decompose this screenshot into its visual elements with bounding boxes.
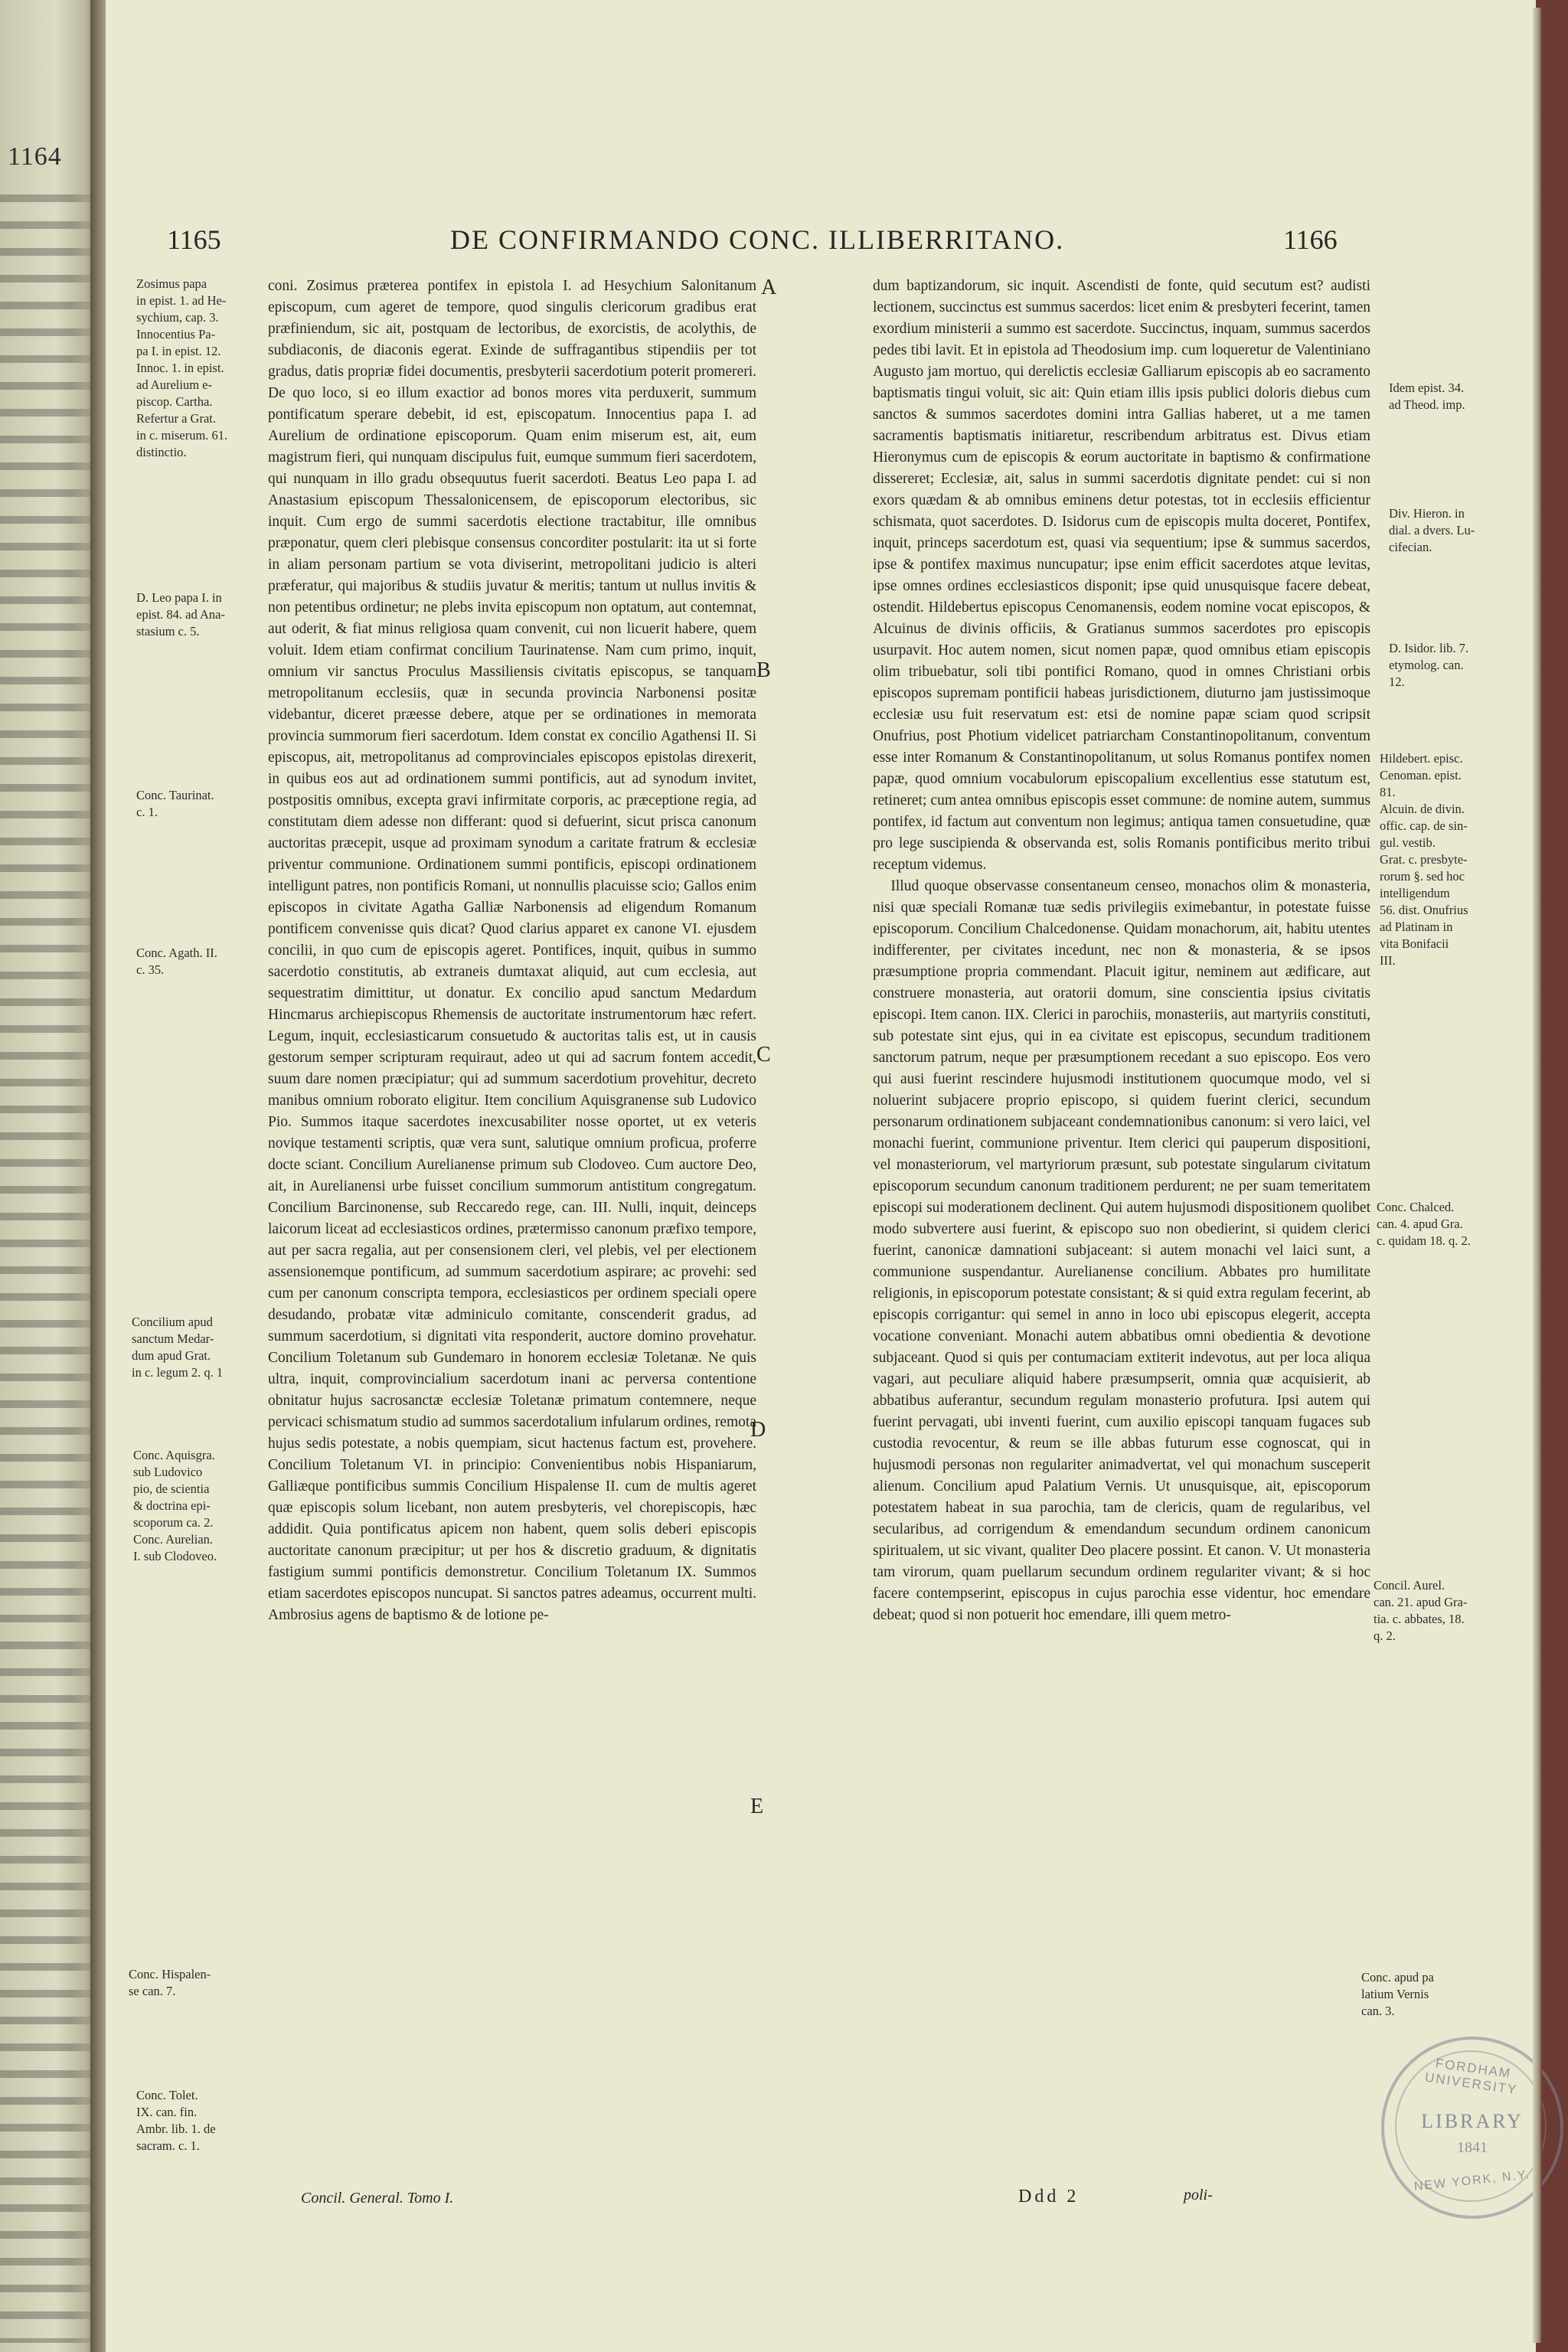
margin-note: Concilium apud sanctum Medar- dum apud Grat. in c. legum 2. q. 1 [132, 1315, 224, 1380]
section-letter-e: E [750, 1795, 764, 1818]
margin-note: Conc. Tolet. IX. can. fin. Ambr. lib. 1. de sacram. c. 1. [136, 2088, 216, 2153]
running-head [167, 224, 1484, 263]
section-letter-c: C [756, 1043, 771, 1067]
margin-note: Conc. Hispalen- se can. 7. [129, 1967, 211, 1998]
previous-page-text-edge [0, 184, 101, 2343]
margin-note: Conc. Taurinat. c. 1. [136, 788, 214, 819]
margin-note: D. Leo papa I. in epist. 84. ad Ana- stasium c. 5. [136, 590, 225, 639]
section-letter-d: D [750, 1418, 766, 1442]
stamp-bottom-text: NEW YORK, N.Y. [1413, 2168, 1531, 2194]
previous-page-number: 1164 [8, 142, 62, 171]
text-column-left [268, 276, 756, 1626]
margin-note: Zosimus papa in epist. 1. ad He- sychium, cap. 3. Innocentius Pa- pa I. in epist. 12. Innoc. 1. in epist. ad Aurelium e- piscop. Cartha. Refertur a Grat. in c. miserum. 61. distinctio. [136, 276, 228, 459]
section-letter-a: A [761, 276, 777, 299]
margin-note: D. Isidor. lib. 7. etymolog. can. 12. [1389, 641, 1469, 689]
library-stamp [1381, 2037, 1563, 2219]
paragraph: dum baptizandorum, sic inquit. Ascendisti de fonte, quid secutum est? audisti lectionem, succinctus est summus sacerdos: licet enim & presbyteri fecerint, tamen exordium ministerii a summo est sacerdote. Succinctus, inquam, summus sacerdos pedes tibi lavit. Et in epistola ad Theodosium imp. cum loqueretur de Valentiniano Augusto jam mortuo, qui derelictis ecclesiæ Galliarum episcopis ab eo sacramento baptismatis tingui voluit, sic ait: Quin etiam illis ipsis publici doloris diebus cum sanctos & summos sacerdotes domini intra Gallias haberet, ut a me tamen sacramentis baptismatis initiaretur, rescribendum arbitratus est. Divus etiam Hieronymus cum de episcopis & eorum auctoritate in baptismo & confirmatione dissereret; Ecclesiæ, ait, salus in summi sacerdotis dignitate pendet: cui si non exors quædam & ab omnibus eminens detur potestas, tot in ecclesiis efficientur schismata, quot sacerdotes. D. Isidorus cum de episcopis multa doceret, Pontifex, inquit, princeps sacerdotum est, quasi via sequentium; ipse & summus sacerdos, ipse & pontifex maximus nuncupatur; ipse enim efficit sacerdotes atque levitas, ipse omnes ordines ecclesiasticos disponit; ipse quid unusquisque facere debeat, ostendit. Hildebertus episcopus Cenomanensis, eodem nomine vocat episcopos, & Alcuinus de divinis officiis, & Gratianus summos sacerdotes pro episcopis usurpavit. Hoc autem nomen, sicut nomen papæ, quod omnibus etiam episcopis olim tribuebatur, soli tibi pontifici Romano, quod in omnes Christiani orbis episcopos supremam pontificii habeas jurisdictionem, diuturno jam justissimoque ecclesiæ usu fuit reservatum est: etsi de nomine papæ sciam quod scripsit Onufrius, post Photium videlicet patriarcham Constantinopolitanum, conventum esse inter Romanum & Constantinopolitanum, ut solus Romanus pontifex nomen papæ, quod omnium vocabulorum episcopalium excellentius esse statutum est, retineret; cum antea omnibus episcopis esset commune: de nomine autem, summus pontifex, id factum aut conventum non legimus; antiqua tamen consuetudine, quæ pro lege suscipienda & observanda est, solis Romanis pontificibus merito tribui receptum videmus. [873, 278, 1370, 873]
page [106, 0, 1536, 2352]
paragraph: Illud quoque observasse consentaneum censeo, monachos olim & monasteria, nisi quæ speciali Romanæ tuæ sedis privilegiis eximebantur, in potestate fuisse episcoporum. Concilium Chalcedonense. Quidam monachorum, ait, habitu utentes indifferenter, per civitates incedunt, nec non & monasteria, & se ipsos præsumptione propria commendant. Placuit igitur, neminem aut ædificare, aut construere monasteria, aut oratorii domum, sine conscientia ipsius civitatis episcopi. Item canon. IIX. Clerici in parochiis, monasteriis, aut martyriis constituti, sub potestate sint ejus, qui in ea civitate est episcopus, secundum traditionem sanctorum patrum, neque per præsumptionem recedant a suo episcopo. Eos vero qui ausi fuerint rescindere hujusmodi institutionem quocumque modo, vel si noluerint subjacere proprio episcopo, si quidem fuerint clerici, secundum personarum ordinationem subjaceant condemnationibus canonum: si vero laici, vel monachi fuerint, communione priventur. Item clerici qui pauperum dispositioni, vel monasteriorum, vel martyriorum præsunt, sub potestate singularum civitatum episcoporum secundum canonum traditionem perdurent; ne per suam temeritatem episcopi sui moderationem declinent. Qui autem hujusmodi dispositionem quolibet modo subvertere ausi fuerint, & episcopo suo non obedierint, si quidem clerici fuerint, canonicæ damnationi subjaceant: si autem monachi vel laici sunt, a communione suspendantur. Aurelianense concilium. Abbates pro humilitate religionis, in episcoporum potestate consistant; & si quid extra regulam fecerint, ab episcopis corrigantur: qui semel in anno in loco ubi episcopus elegerit, accepta vocatione conveniant. Monachi autem abbatibus omni obedientia & devotione subjaceant. Quod si quis per contumaciam extiterit indevotus, aut per loca aliqua vagari, aut peculiare aliquid habere præsumpserit, omnia quæ acquisierit, ab abbatibus auferantur, secundum regulam monasterio profutura. Ipsi autem qui fuerint pervagati, ubi inventi fuerint, cum auxilio episcopi tanquam fugaces sub custodia revocentur, & reum se ille abbas futurum esse cognoscat, qui in hujusmodi personas non regulariter animadvertat, vel qui monachum susceperit alienum. Concilium apud Palatium Vernis. Ut unusquisque, ait, episcoporum potestatem habeat in sua parochia, tam de clericis, quam de regularibus, vel secularibus, ad corrigendum & emendandum secundum ordinem canonicum spiritualem, ut sic vivant, qualiter Deo placere possint. Et canon. V. Ut monasteria tam virorum, quam puellarum secundum ordinem regulariter vivant; & si hoc facere contempserint, episcopus in cujus parochia esse videntur, hoc emendare debeat; quod si non potuerit hoc emendare, illi quem metro- [873, 878, 1370, 1623]
section-letter-b: B [756, 658, 771, 682]
footer-volume-title: Concil. General. Tomo I. [301, 2190, 454, 2207]
catchword: poli- [1184, 2187, 1213, 2203]
stamp-center-text: LIBRARY [1421, 2110, 1524, 2132]
margin-note: Concil. Aurel. can. 21. apud Gra- tia. c. abbates, 18. q. 2. [1374, 1578, 1468, 1643]
margin-note: Idem epist. 34. ad Theod. imp. [1389, 381, 1465, 412]
margin-note: Conc. Agath. II. c. 35. [136, 946, 217, 977]
signature-mark: Ddd 2 [1018, 2187, 1080, 2207]
stamp-top-text: FORDHAM UNIVERSITY [1423, 2056, 1519, 2098]
previous-page-edge [0, 0, 101, 2352]
running-title: DE CONFIRMANDO CONC. ILLIBERRITANO. [450, 224, 1065, 255]
page-number-left: 1165 [167, 224, 221, 255]
margin-note: Hildebert. episc. Cenoman. epist. 81. Alcuin. de divin. offic. cap. de sin- gul. vestib. Grat. c. presbyte- rorum §. sed hoc intelligendum 56. dist. Onufrius ad Platinam in vita Bonifacii III. [1380, 751, 1468, 968]
margin-note: Conc. Aquisgra. sub Ludovico pio, de scientia & doctrina epi- scoporum ca. 2. Conc. Aurelian. I. sub Clodoveo. [133, 1448, 217, 1563]
text-column-right [873, 276, 1370, 1626]
page-number-right: 1166 [1283, 224, 1338, 255]
margin-note: Conc. apud pa latium Vernis can. 3. [1361, 1970, 1434, 2018]
margin-note: Div. Hieron. in dial. a dvers. Lu- cifecian. [1389, 506, 1475, 554]
margin-note: Conc. Chalced. can. 4. apud Gra. c. quidam 18. q. 2. [1377, 1200, 1471, 1248]
stamp-year: 1841 [1457, 2139, 1488, 2156]
paragraph: coni. Zosimus præterea pontifex in epistola I. ad Hesychium Salonitanum episcopum, cum ageret de tempore, quod singulis clericorum gradibus erat præfiniendum, sic ait, postquam de lectoribus, de exorcistis, de acolythis, de subdiaconis, de diaconis egerat. Exinde de suffragantibus stipendiis per tot gradus, datis propriæ fidei documentis, presbyterii sacerdotium poterit promereri. De quo loco, si eo illum exactior ad bonos mores vita perduxerit, summum pontificatum sperare debebit, id est, episcopatum. Innocentius papa I. ad Aurelium de ordinatione episcoporum. Quam enim miserum est, ait, eum magistrum fieri, qui nunquam discipulus fuit, eumque summum fieri sacerdotem, qui nunquam in illo gradu obsequutus fuerit sacerdoti. Beatus Leo papa I. ad Anastasium episcopum Thessalonicensem, de episcoporum electoribus, sic inquit. Cum ergo de summi sacerdotis electione tractabitur, ille omnibus præponatur, quem cleri plebisque consensus concorditer postularit: ita ut si forte in aliam personam partium se vota diviserint, metropolitani judicio is alteri præferatur, qui majoribus & studiis juvatur & meritis; tantum ut nullus invitis & non petentibus ordinetur; ne plebs invita episcopum non optatum, aut contemnat, aut oderit, & fiat minus religiosa quam convenit, cui non licuerit habere, quem voluit. Idem etiam confirmat concilium Taurinatense. Nam cum primo, inquit, omnium vir sanctus Proculus Massiliensis civitatis episcopus, se tanquam metropolitanum ecclesiis, quæ in secunda provincia Narbonensi positæ videbantur, diceret præesse debere, atque per se ordinationes in memorata provincia summorum fieri sacerdotum. Idem constat ex concilio Agathensi II. Si episcopus, ait, metropolitanus ad comprovinciales episcopos epistolas direxerit, in quibus eos aut ad ordinationem summi pontificis, aut ad synodum invitet, postpositis omnibus, excepta gravi infirmitate corporis, ac præceptione regia, ad constitutam diem adesse non differant: quod si defuerint, sicut prisca canonum auctoritas præcepit, usque ad proximam synodum a caritate fratrum & ecclesiæ priventur communione. Ordinationem summi pontificis, episcopi ordinationem intelligunt patres, non pontificis Romani, ut nonnullis placuisse scio; Gallos enim episcopos in civitate Agatha Galliæ Narbonensis ad eligendum Romanum pontificem convenisse quis dicat? Quod clarius apparet ex canone VI. ejusdem concilii, in quo cum de episcopis ageret. Pontifices, inquit, quibus in summo sacerdotio constitutis, ab extraneis dumtaxat aliquid, aut cum ecclesia, aut sequestratim dimittitur, ut donatur. Ex concilio apud sanctum Medardum Hincmarus archiepiscopus Rhemensis de auctoritate instrumentorum hæc refert. Legum, inquit, ecclesiasticarum consuetudo & auctoritas talis est, ut in causis gestorum semper scripturam requiraut, adeo ut qui ad sacrum fontem accedit, suum dare nomen præcipiatur; qui ad summum sacerdotium provehitur, decreto manibus omnium roborato eligitur. Item concilium Aquisgranense sub Ludovico Pio. Summos itaque sacerdotes inexcusabiliter nosse oportet, ut ex veteris novique testamenti scriptis, quæ vera sunt, salutique omnium proficua, proferre docte sciant. Concilium Aurelianense primum sub Clodoveo. Cum auctore Deo, ait, in Aurelianensi urbe fuisset concilium summorum antistitum congregatum. Concilium Barcinonense, sub Reccaredo rege, can. III. Nulli, inquit, deinceps laicorum liceat ad ecclesiasticos ordines, prætermisso canonum præfixo tempore, aut per sacra regalia, aut per consensionem cleri, vel plebis, vel per electionem assensionemque pontificum, ad summum sacerdotium aspirare; ac provehi: sed cum per canonum conscripta tempora, ecclesiasticos per ordinem speciali opere desudando, probatæ vitæ adminiculo comitante, conscenderit gradus, ad summum sacerdotium, si dignitati vita responderit, auctore domino provehatur. Concilium Toletanum sub Gundemaro in honorem ecclesiæ Toletanæ. Ne quis ultra, inquit, comprovincialium sacerdotum inani ac perversa contentione obnitatur hujus sacrosanctæ ecclesiæ Toletanæ primatum contemnere, neque pervicaci schismatum studio ad summos sacerdotalium infularum ordines, remota hujus sedis potestate, a nobis quempiam, sicut hactenus factum est, provehere. Concilium Toletanum VI. in principio: Convenientibus nobis Hispaniarum, Galliæque pontificibus summis Concilium Hispalense II. cum de multis ageret quæ episcopis solum licebant, non autem presbyteris, vel chorepiscopis, hæc addidit. Quia pontificatus apicem non habent, quem solis deberi episcopis auctoritate canonum præcipitur; ut per hos & discretio graduum, & dignitatis fastigium summi pontificis demonstretur. Concilium Toletanum IX. Summos etiam sacerdotes episcopos nuncupat. Si sanctos patres adeamus, occurrent multi. Ambrosius agens de baptismo & de lotione pe- [268, 278, 756, 1623]
